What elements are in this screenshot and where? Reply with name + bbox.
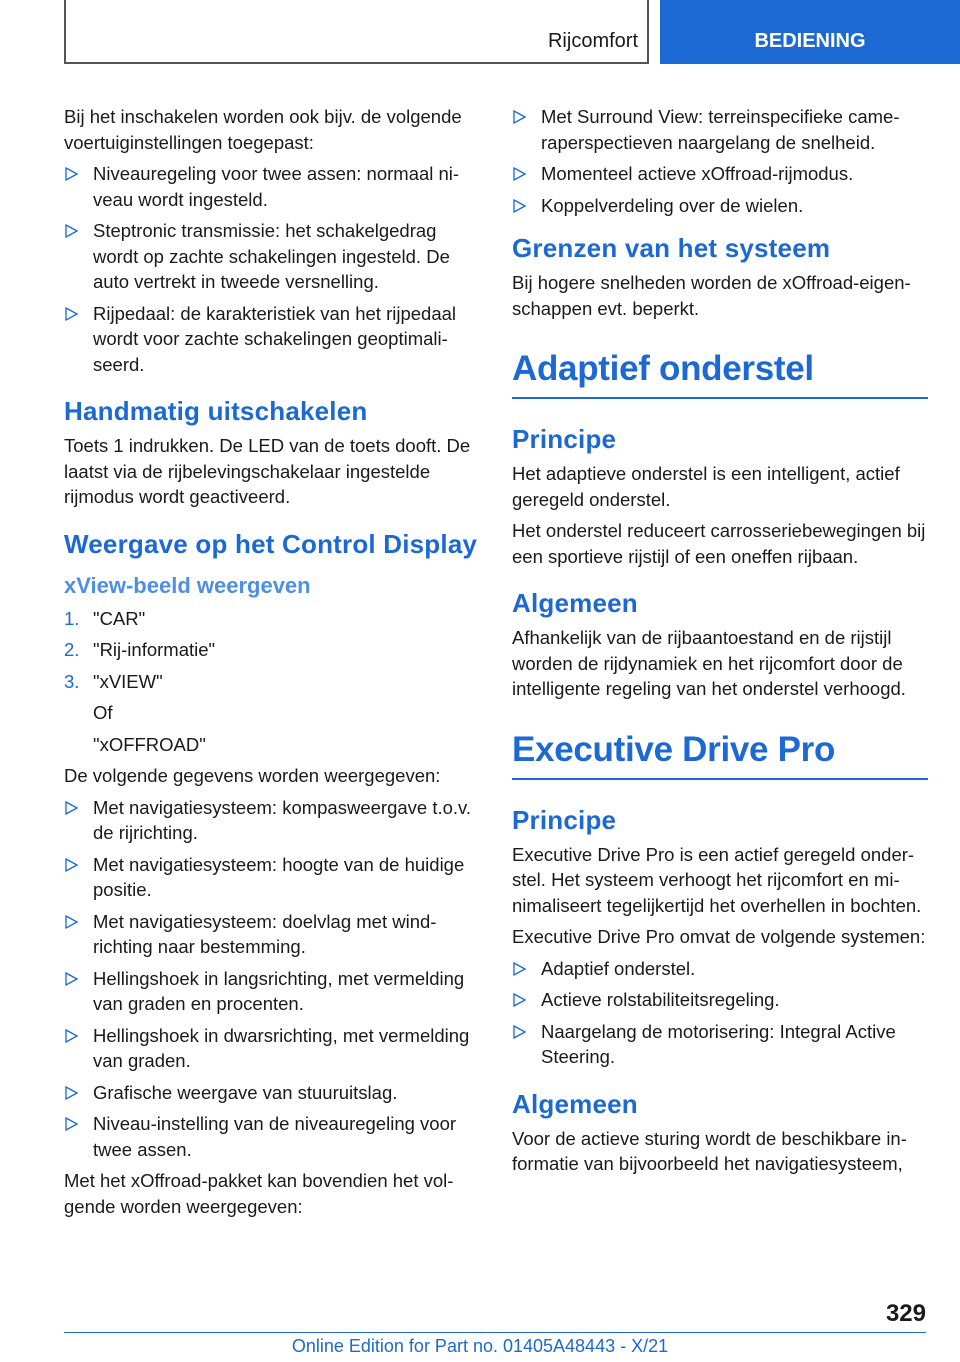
paragraph: Bij hogere snelheden worden de xOffroad-eigenschappen evt. beperkt. [512,272,911,319]
list-item [64,1111,480,1162]
list-item-text: Momenteel actieve xOffroad-rijmodus. [541,163,854,184]
heading-algemeen: Algemeen [512,588,638,618]
heading-handmatig-uitschakelen: Handmatig uitschakelen [64,396,368,426]
list-item [64,161,480,212]
heading-xview-beeld: xView-beeld weergeven [64,572,311,598]
heading-weergave-control-display: Weergave op het Control Display [64,528,478,559]
right-column [512,104,928,1183]
list-item-text: Met navigatiesysteem: kompasweergave t.o.v. de rijrichting. [93,796,472,843]
triangle-bullet-icon [512,167,526,181]
list-item-text: Met navigatiesysteem: doelvlag met windrichting naar bestemming. [93,910,437,957]
paragraph: Bij het inschakelen worden ook bijv. de volgende voertuiginstellingen toegepast: [64,106,462,153]
footer-edition-link[interactable]: Online Edition for Part no. 01405A48443 - X/21 [291,1336,669,1356]
paragraph: Het onderstel reduceert carrosseriebewegingen bij een sportieve rijstijl of een oneffen rijbaan. [512,520,926,567]
triangle-bullet-icon [64,972,78,986]
triangle-bullet-icon [64,858,78,872]
bullet-list [512,104,928,218]
bullet-list [512,956,928,1070]
list-item [64,852,480,903]
list-item-text: Grafische weergave van stuuruitslag. [93,1081,398,1103]
heading-adaptief-onderstel: Adaptief onderstel [512,347,928,399]
paragraph: Met het xOffroad-pakket kan bovendien het volgende worden weergegeven: [64,1170,454,1217]
paragraph: Voor de actieve sturing wordt de beschikbare informatie van bijvoorbeeld het navigatiesysteem, [512,1127,907,1174]
paragraph: De volgende gegevens worden weergegeven: [64,765,441,786]
triangle-bullet-icon [512,110,526,124]
step-text: "xVIEW" [93,670,163,692]
header-section-title: Rijcomfort [547,30,638,52]
heading-principe: Principe [512,804,617,835]
page-number: 329 [885,1300,926,1327]
paragraph: Afhankelijk van de rijbaantoestand en de rijstijl worden de rijdynamiek en het rijcomfort door de intelligente regeling van het onderstel verhoogd. [512,627,906,699]
list-item [64,1080,480,1106]
list-item [512,193,928,219]
list-item-text: Naargelang de motorisering: Integral Active Steering. [541,1020,896,1067]
heading-principe: Principe [512,424,617,454]
step-continuation-alt: "xOFFROAD" [93,733,206,755]
paragraph: Het adaptieve onderstel is een intelligent, actief geregeld onderstel. [512,463,900,510]
list-item [64,909,480,960]
bullet-list [64,795,480,1163]
triangle-bullet-icon [64,167,78,181]
list-item-text: Koppelverdeling over de wielen. [541,194,804,216]
triangle-bullet-icon [512,962,526,976]
triangle-bullet-icon [512,199,526,213]
left-column [64,104,480,1225]
footer-divider [64,1332,926,1333]
step-text: "CAR" [93,607,146,629]
list-item [512,987,928,1013]
triangle-bullet-icon [64,915,78,929]
step-text: "Rij-informatie" [93,639,216,660]
list-item [64,966,480,1017]
triangle-bullet-icon [512,993,526,1007]
step-continuation-of: Of [93,702,113,723]
step-item [64,669,480,695]
list-item [64,795,480,846]
list-item-text: Niveauregeling voor twee assen: normaal niveau wordt ingesteld. [93,163,460,210]
list-item [64,218,480,295]
list-item-text: Met navigatiesysteem: hoogte van de huidige positie. [93,853,465,900]
step-item [64,637,480,663]
heading-executive-drive-pro: Executive Drive Pro [512,728,928,780]
heading-grenzen-systeem: Grenzen van het systeem [512,233,831,263]
paragraph: Executive Drive Pro is een actief geregeld onderstel. Het systeem verhoogt het rijcomfort en minimaliseert tegelijkertijd het overhellen in bochten. [512,843,922,916]
list-item [512,1019,928,1070]
triangle-bullet-icon [512,1025,526,1039]
list-item [512,161,928,187]
list-item [64,1023,480,1074]
header-chapter-tab: BEDIENING [660,0,960,64]
list-item-text: Niveau-instelling van de niveauregeling voor twee assen. [93,1113,457,1160]
step-number: 1. [64,607,80,629]
list-item [512,956,928,982]
list-item-text: Met Surround View: terreinspecifieke cameraperspectieven naargelang de snelheid. [541,106,900,153]
triangle-bullet-icon [64,1117,78,1131]
list-item-text: Hellingshoek in dwarsrichting, met vermelding van graden. [93,1024,470,1071]
list-item-text: Actieve rolstabiliteitsregeling. [541,989,780,1010]
list-item-text: Hellingshoek in langsrichting, met vermelding van graden en procenten. [93,967,465,1014]
triangle-bullet-icon [64,801,78,815]
bullet-list [64,161,480,377]
heading-algemeen: Algemeen [512,1088,638,1119]
triangle-bullet-icon [64,1029,78,1043]
paragraph: Toets 1 indrukken. De LED van de toets dooft. De laatst via de rijbelevingschakelaar ingestelde rijmodus wordt geactiveerd. [64,435,471,507]
list-item-text: Steptronic transmissie: het schakelgedrag wordt op zachte schakelingen ingesteld. De auto vertrekt in tweede versnelling. [93,220,450,292]
step-number: 3. [64,670,80,692]
triangle-bullet-icon [64,1086,78,1100]
list-item [512,104,928,155]
step-item [64,606,480,632]
list-item-text: Adaptief onderstel. [541,957,696,979]
list-item [64,301,480,378]
triangle-bullet-icon [64,224,78,238]
numbered-steps [64,606,480,695]
step-number: 2. [64,639,80,660]
paragraph: Executive Drive Pro omvat de volgende systemen: [512,926,926,947]
list-item-text: Rijpedaal: de karakteristiek van het rijpedaal wordt voor zachte schakelingen geoptimaliseerd. [93,302,457,375]
triangle-bullet-icon [64,307,78,321]
